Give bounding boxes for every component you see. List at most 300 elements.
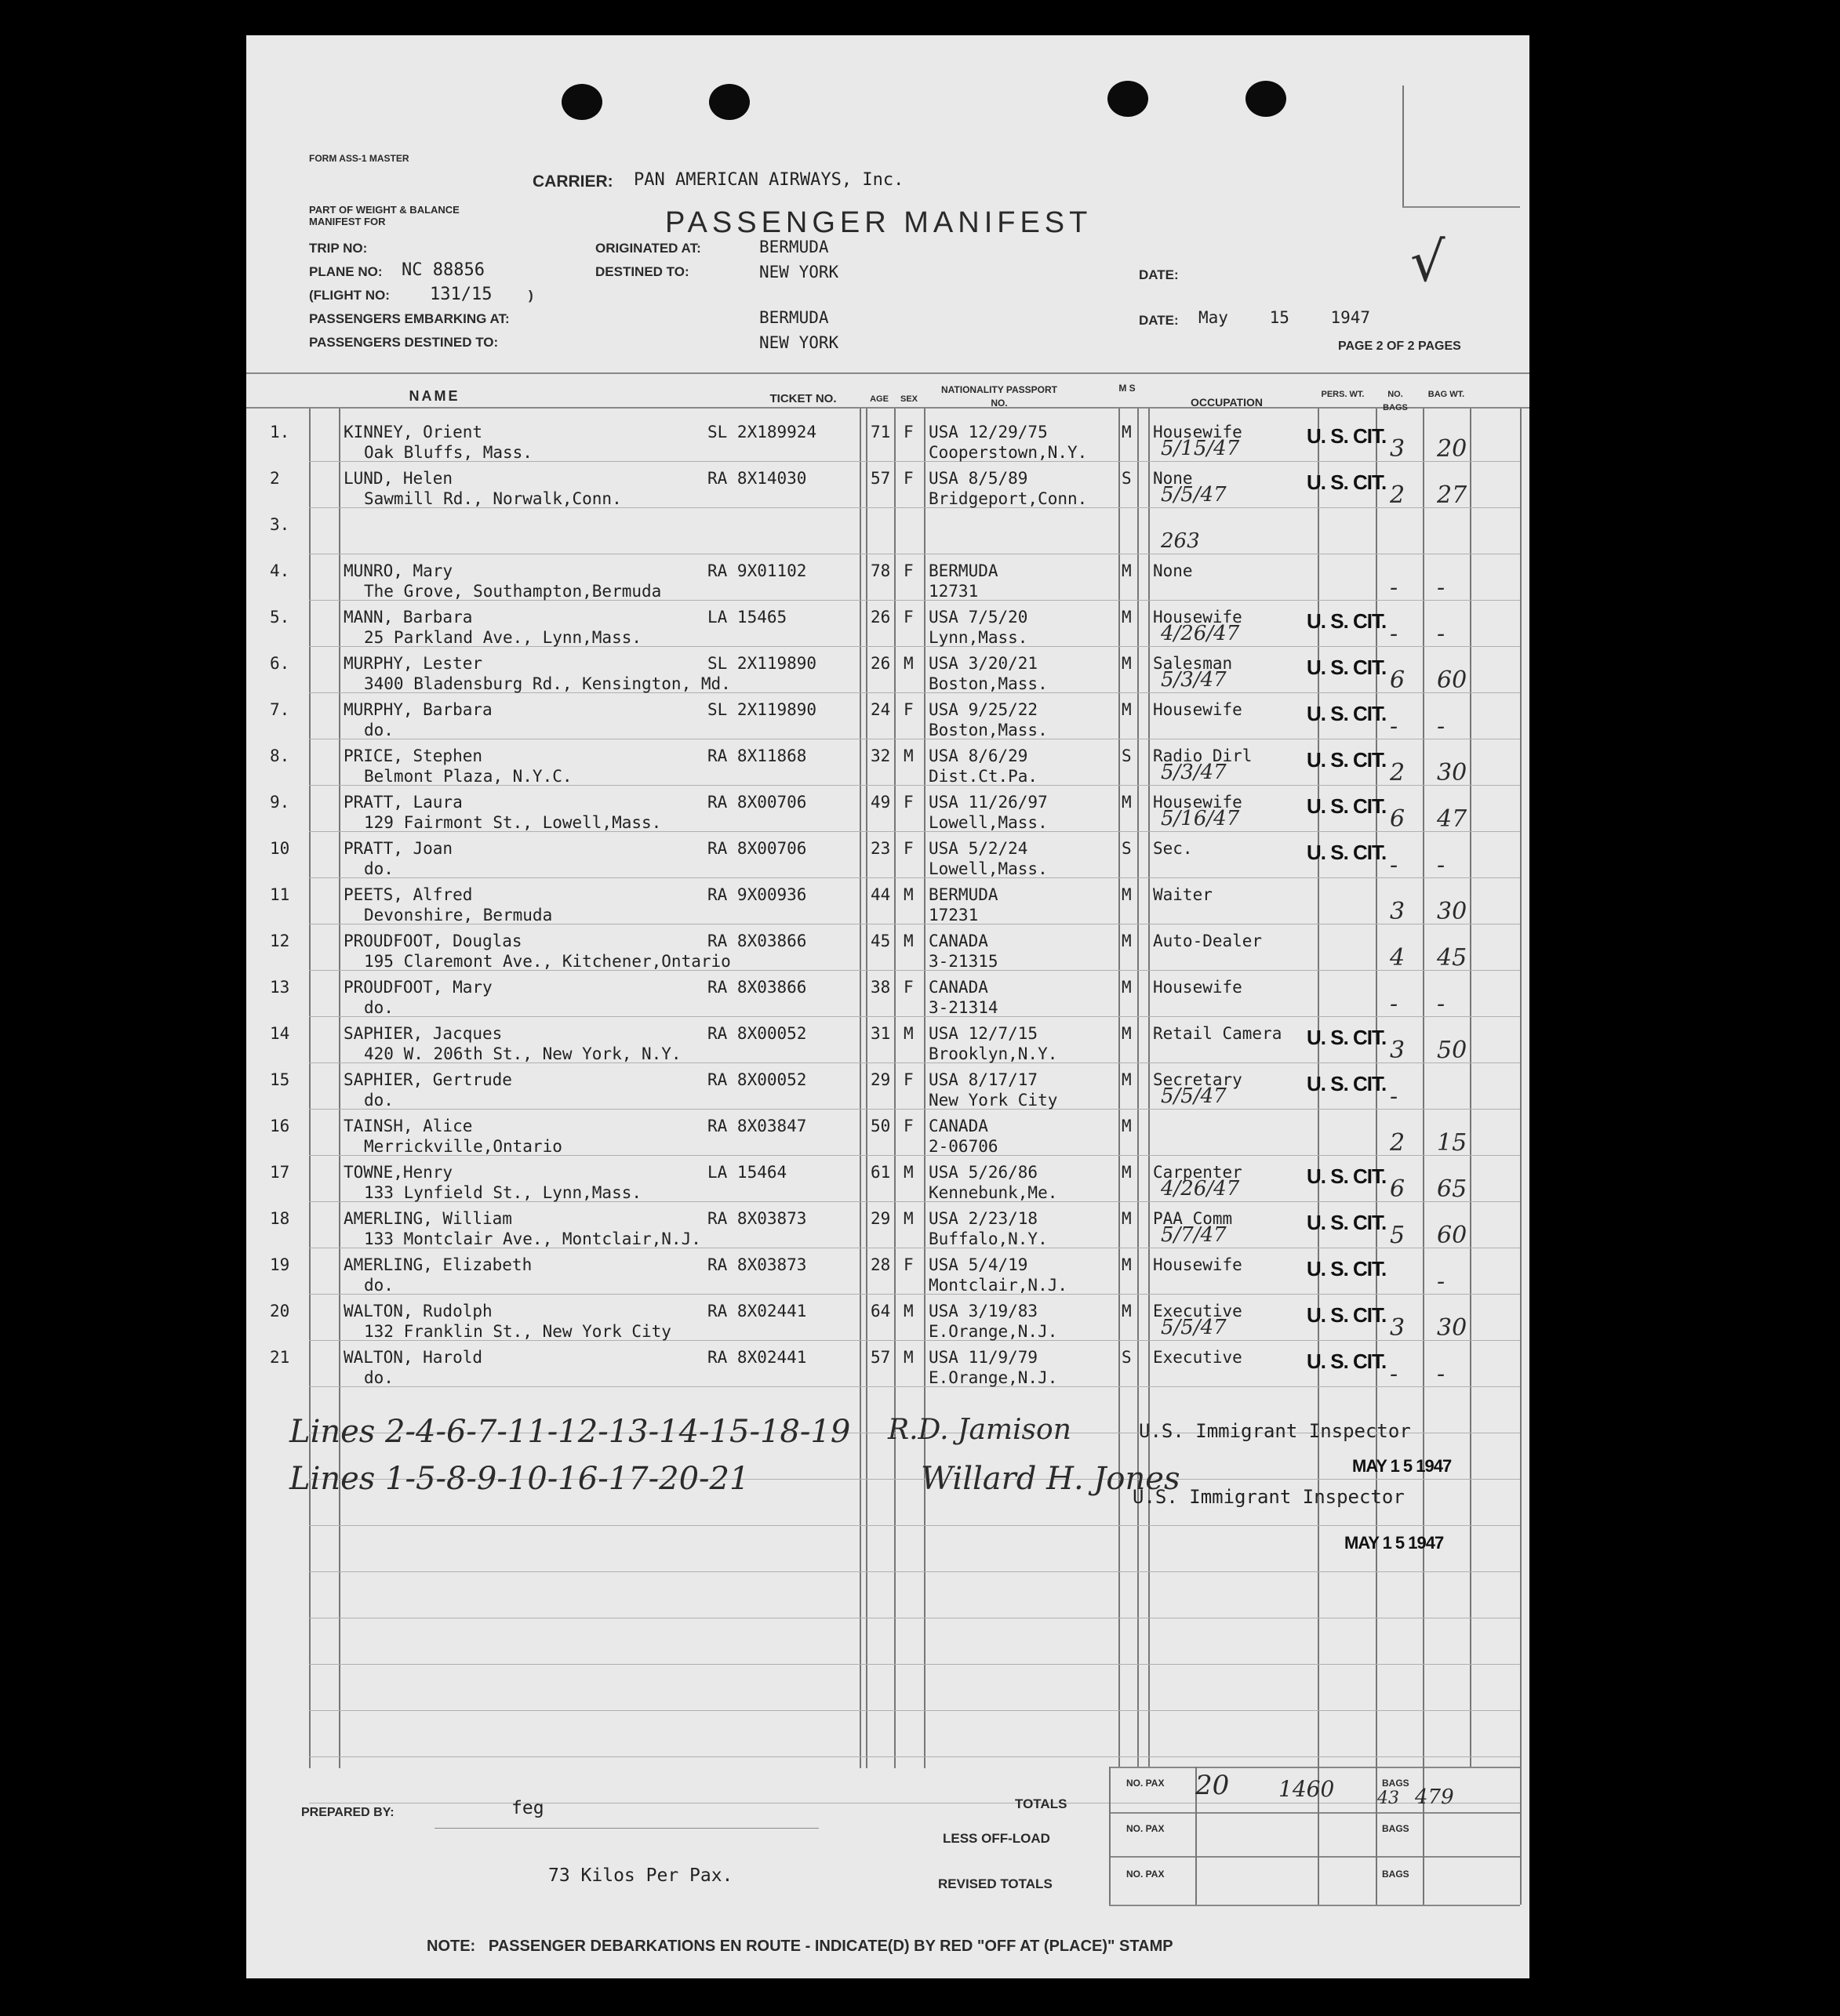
table-header-rule (246, 407, 1529, 409)
nationality: USA 11/9/79 (929, 1348, 1038, 1367)
col-bag-wt: BAG WT. (1427, 390, 1465, 399)
col-ms: M S (1118, 383, 1136, 394)
col-sex: SEX (900, 394, 918, 404)
passenger-sex: M (904, 885, 914, 904)
flight-value: 131/15 (430, 285, 493, 304)
date-label: DATE: (1139, 267, 1179, 282)
passenger-age: 29 (871, 1209, 891, 1228)
marital-status: M (1122, 700, 1132, 719)
totals-box-rule (1376, 1767, 1377, 1905)
table-row-rule (309, 1803, 1520, 1804)
handwritten-note: 5/5/47 (1161, 483, 1227, 507)
date2-value: May 15 1947 (1198, 308, 1371, 327)
occupation: Housewife (1153, 978, 1242, 997)
passenger-name: MURPHY, Lester (344, 654, 483, 673)
marital-status: M (1122, 1024, 1132, 1043)
table-row-rule (309, 1571, 1520, 1572)
passenger-address: 132 Franklin St., New York City (364, 1322, 671, 1341)
ticket-number: RA 8X03866 (707, 932, 807, 950)
ticket-number: LA 15465 (707, 608, 787, 627)
bag-count: - (1390, 713, 1398, 740)
passenger-name: PRATT, Joan (344, 839, 453, 858)
ticket-number: RA 8X11868 (707, 746, 807, 765)
originated-label: ORIGINATED AT: (595, 241, 701, 256)
table-column-rule (1148, 407, 1150, 1768)
citizen-stamp: U. S. CIT. (1307, 841, 1387, 864)
inspector-title-2: U.S. Immigrant Inspector (1133, 1486, 1405, 1508)
occupation: Waiter (1153, 885, 1213, 904)
date-stamp-2: MAY 1 5 1947 (1344, 1533, 1444, 1553)
ticket-number: RA 9X01102 (707, 561, 807, 580)
passport-place: 3-21315 (929, 952, 998, 971)
occupation: None (1153, 561, 1193, 580)
row-number: 6. (270, 654, 290, 673)
passenger-address: 420 W. 206th St., New York, N.Y. (364, 1044, 682, 1063)
passenger-address: The Grove, Southampton,Bermuda (364, 582, 662, 601)
marital-status: M (1122, 1255, 1132, 1274)
nationality: BERMUDA (929, 885, 998, 904)
table-row-rule (309, 1016, 1520, 1017)
nationality: CANADA (929, 1117, 988, 1135)
passenger-name: MANN, Barbara (344, 608, 473, 627)
handwritten-note: 5/15/47 (1161, 437, 1240, 460)
passenger-address: 129 Fairmont St., Lowell,Mass. (364, 813, 662, 832)
ticket-number: RA 8X00706 (707, 839, 807, 858)
bag-count: 4 (1390, 944, 1405, 972)
bag-count: 3 (1390, 435, 1405, 463)
total-pax: 20 (1195, 1770, 1230, 1801)
passenger-name: SAPHIER, Jacques (344, 1024, 503, 1043)
marital-status: S (1122, 469, 1132, 488)
passenger-name: TOWNE,Henry (344, 1163, 453, 1182)
nationality: USA 9/25/22 (929, 700, 1038, 719)
kilos-note: 73 Kilos Per Pax. (548, 1865, 733, 1886)
passport-place: Brooklyn,N.Y. (929, 1044, 1058, 1063)
row-number: 2 (270, 469, 280, 488)
handwritten-note: 5/3/47 (1161, 761, 1227, 784)
passenger-address: 3400 Bladensburg Rd., Kensington, Md. (364, 674, 731, 693)
row-number: 16 (270, 1117, 290, 1135)
table-column-rule (1470, 407, 1471, 1768)
no-pax-label: NO. PAX (1126, 1778, 1165, 1789)
bags-label: BAGS (1382, 1823, 1409, 1834)
bag-weight: 50 (1437, 1037, 1467, 1064)
passenger-address: do. (364, 1368, 394, 1387)
table-column-rule (860, 407, 861, 1768)
bag-weight: - (1437, 1268, 1445, 1295)
handwritten-note: 5/3/47 (1161, 668, 1227, 692)
passenger-age: 26 (871, 608, 891, 627)
ticket-number: RA 8X03847 (707, 1117, 807, 1135)
form-number: FORM ASS-1 MASTER (309, 153, 409, 164)
passenger-age: 31 (871, 1024, 891, 1043)
bag-count: 6 (1390, 667, 1405, 694)
passenger-age: 38 (871, 978, 891, 997)
bag-count: 5 (1390, 1222, 1405, 1249)
citizen-stamp: U. S. CIT. (1307, 748, 1387, 772)
passenger-address: Belmont Plaza, N.Y.C. (364, 767, 573, 786)
passenger-name: KINNEY, Orient (344, 423, 483, 441)
passenger-address: do. (364, 1276, 394, 1295)
prepared-value: feg (511, 1798, 544, 1818)
passenger-address: Merrickville,Ontario (364, 1137, 562, 1156)
passenger-name: PROUDFOOT, Douglas (344, 932, 522, 950)
page-number: PAGE 2 OF 2 PAGES (1338, 340, 1461, 353)
citizen-stamp: U. S. CIT. (1307, 1164, 1387, 1188)
occupation: Auto-Dealer (1153, 932, 1263, 950)
originated-value: BERMUDA (759, 238, 829, 256)
bag-weight: - (1437, 1360, 1445, 1388)
nationality: BERMUDA (929, 561, 998, 580)
passenger-name: WALTON, Rudolph (344, 1302, 493, 1320)
destined-label: DESTINED TO: (595, 264, 689, 279)
passport-place: 3-21314 (929, 998, 998, 1017)
page-title: PASSENGER MANIFEST (665, 206, 1093, 239)
nationality: CANADA (929, 932, 988, 950)
col-pers-wt: PERS. WT. (1321, 390, 1365, 399)
ticket-number: RA 8X03873 (707, 1209, 807, 1228)
passenger-sex: F (904, 793, 914, 812)
bag-count: - (1390, 990, 1398, 1018)
carrier-label: CARRIER: (533, 173, 613, 191)
bag-count: - (1390, 574, 1398, 601)
carrier-value: PAN AMERICAN AIRWAYS, Inc. (634, 170, 904, 190)
passenger-age: 61 (871, 1163, 891, 1182)
passenger-sex: M (904, 746, 914, 765)
passport-place: Buffalo,N.Y. (929, 1230, 1048, 1248)
date-stamp-1: MAY 1 5 1947 (1352, 1456, 1452, 1476)
occupation: None (1153, 469, 1193, 488)
occupation: Housewife (1153, 608, 1242, 627)
row-number: 5. (270, 608, 290, 627)
passenger-sex: M (904, 1302, 914, 1320)
passenger-name: PRATT, Laura (344, 793, 463, 812)
passport-place: Montclair,N.J. (929, 1276, 1068, 1295)
nationality: USA 12/7/15 (929, 1024, 1038, 1043)
passenger-sex: M (904, 1348, 914, 1367)
row-number: 15 (270, 1070, 290, 1089)
table-row-rule (309, 1756, 1520, 1757)
passenger-age: 57 (871, 469, 891, 488)
occupation: Housewife (1153, 793, 1242, 812)
passenger-sex: M (904, 932, 914, 950)
table-row-rule (309, 1525, 1520, 1526)
flight-close: ) (529, 288, 533, 303)
passport-place: Boston,Mass. (929, 674, 1048, 693)
totals-box-rule (1109, 1856, 1520, 1858)
occupation: Housewife (1153, 423, 1242, 441)
table-row-rule (309, 1664, 1520, 1665)
passenger-name: PEETS, Alfred (344, 885, 473, 904)
passenger-age: 23 (871, 839, 891, 858)
citizen-stamp: U. S. CIT. (1307, 1349, 1387, 1373)
row-number: 13 (270, 978, 290, 997)
check-mark: √ (1410, 230, 1445, 294)
table-row-rule (309, 1294, 1520, 1295)
passenger-sex: F (904, 978, 914, 997)
inspector-title-1: U.S. Immigrant Inspector (1139, 1420, 1411, 1442)
passenger-sex: F (904, 1117, 914, 1135)
marital-status: M (1122, 885, 1132, 904)
passenger-name: TAINSH, Alice (344, 1117, 473, 1135)
passenger-age: 71 (871, 423, 891, 441)
plane-label: PLANE NO: (309, 264, 383, 279)
col-name: NAME (409, 388, 460, 404)
nationality: USA 2/23/18 (929, 1209, 1038, 1228)
flight-label: (FLIGHT NO: (309, 288, 390, 303)
passenger-sex: F (904, 839, 914, 858)
ticket-number: RA 8X14030 (707, 469, 807, 488)
bag-count: 2 (1390, 481, 1405, 509)
inspector-signature-1: R.D. Jamison (888, 1414, 1071, 1446)
ticket-number: LA 15464 (707, 1163, 787, 1182)
marital-status: M (1122, 1163, 1132, 1182)
plane-value: NC 88856 (402, 260, 485, 280)
bag-weight: - (1437, 852, 1445, 879)
ticket-number: RA 8X02441 (707, 1348, 807, 1367)
passenger-age: 45 (871, 932, 891, 950)
passenger-name: MUNRO, Mary (344, 561, 453, 580)
citizen-stamp: U. S. CIT. (1307, 656, 1387, 679)
occupation: Executive (1153, 1302, 1242, 1320)
marital-status: M (1122, 1070, 1132, 1089)
passport-place: Bridgeport,Conn. (929, 489, 1088, 508)
passenger-address: 133 Montclair Ave., Montclair,N.J. (364, 1230, 701, 1248)
col-ticket: TICKET NO. (769, 392, 837, 405)
row-number: 3. (270, 515, 290, 534)
passenger-sex: M (904, 654, 914, 673)
dest-label: PASSENGERS DESTINED TO: (309, 335, 499, 350)
marital-status: M (1122, 1209, 1132, 1228)
passenger-sex: F (904, 1070, 914, 1089)
table-column-rule (1423, 407, 1424, 1768)
table-row-rule (309, 1386, 1520, 1387)
passenger-age: 57 (871, 1348, 891, 1367)
passenger-address: do. (364, 1091, 394, 1110)
bag-count: - (1390, 852, 1398, 879)
passenger-address: do. (364, 721, 394, 739)
occupation: PAA Comm (1153, 1209, 1233, 1228)
marital-status: M (1122, 561, 1132, 580)
occupation: Salesman (1153, 654, 1233, 673)
ticket-number: SL 2X119890 (707, 654, 817, 673)
marital-status: S (1122, 1348, 1132, 1367)
date2-label: DATE: (1139, 313, 1179, 328)
passenger-age: 29 (871, 1070, 891, 1089)
bag-weight: 65 (1437, 1175, 1467, 1203)
nationality: USA 5/26/86 (929, 1163, 1038, 1182)
bag-count: 2 (1390, 759, 1405, 786)
no-pax-label: NO. PAX (1126, 1869, 1165, 1880)
bags-label: BAGS (1382, 1778, 1409, 1789)
citizen-stamp: U. S. CIT. (1307, 1026, 1387, 1049)
bag-count: 6 (1390, 1175, 1405, 1203)
table-column-rule (339, 407, 340, 1768)
nationality: USA 7/5/20 (929, 608, 1028, 627)
passenger-age: 64 (871, 1302, 891, 1320)
occupation: Housewife (1153, 700, 1242, 719)
ticket-number: RA 8X00052 (707, 1070, 807, 1089)
row-number: 7. (270, 700, 290, 719)
passenger-name: WALTON, Harold (344, 1348, 483, 1367)
ticket-number: RA 8X00052 (707, 1024, 807, 1043)
bag-count: 3 (1390, 1037, 1405, 1064)
citizen-stamp: U. S. CIT. (1307, 470, 1387, 494)
handwritten-note: 263 (1161, 529, 1200, 553)
occupation: Sec. (1153, 839, 1193, 858)
bag-weight: - (1437, 620, 1445, 648)
ticket-number: SL 2X119890 (707, 700, 817, 719)
marital-status: M (1122, 654, 1132, 673)
passenger-name: PRICE, Stephen (344, 746, 483, 765)
bag-count: - (1390, 1360, 1398, 1388)
row-number: 10 (270, 839, 290, 858)
table-column-rule (309, 407, 311, 1768)
col-no-bags: NO. BAGS (1383, 390, 1408, 412)
citizen-stamp: U. S. CIT. (1307, 1257, 1387, 1280)
note-footer: NOTE: PASSENGER DEBARKATIONS EN ROUTE - INDICATE(D) BY RED "OFF AT (PLACE)" STAMP (427, 1938, 1173, 1955)
table-column-rule (894, 407, 896, 1768)
passenger-address: do. (364, 859, 394, 878)
bag-count: - (1390, 1083, 1398, 1110)
row-number: 20 (270, 1302, 290, 1320)
bags-label: BAGS (1382, 1869, 1409, 1880)
passenger-age: 24 (871, 700, 891, 719)
nationality: USA 5/4/19 (929, 1255, 1028, 1274)
occupation: Radio Dirl (1153, 746, 1253, 765)
destined-value: NEW YORK (759, 263, 839, 282)
occupation: Housewife (1153, 1255, 1242, 1274)
occupation: Secretary (1153, 1070, 1242, 1089)
nationality: USA 8/5/89 (929, 469, 1028, 488)
passenger-address: 25 Parkland Ave., Lynn,Mass. (364, 628, 642, 647)
citizen-stamp: U. S. CIT. (1307, 1303, 1387, 1327)
passenger-age: 26 (871, 654, 891, 673)
passport-place: Dist.Ct.Pa. (929, 767, 1038, 786)
row-number: 18 (270, 1209, 290, 1228)
bag-weight: 15 (1437, 1129, 1467, 1157)
handwritten-note: 4/26/47 (1161, 1177, 1240, 1201)
marital-status: M (1122, 932, 1132, 950)
embark-label: PASSENGERS EMBARKING AT: (309, 311, 510, 326)
marital-status: S (1122, 746, 1132, 765)
marital-status: M (1122, 978, 1132, 997)
table-column-rule (1520, 407, 1522, 1768)
inspection-line-2: Lines 1-5-8-9-10-16-17-20-21 (289, 1461, 750, 1497)
table-column-rule (1118, 407, 1120, 1768)
ticket-number: SL 2X189924 (707, 423, 817, 441)
nationality: CANADA (929, 978, 988, 997)
passport-place: E.Orange,N.J. (929, 1322, 1058, 1341)
ticket-number: RA 8X00706 (707, 793, 807, 812)
bag-count: 3 (1390, 1314, 1405, 1342)
total-weight: 1460 (1278, 1776, 1335, 1802)
passenger-sex: M (904, 1163, 914, 1182)
nationality: USA 11/26/97 (929, 793, 1048, 812)
passport-place: 12731 (929, 582, 979, 601)
passenger-sex: F (904, 423, 914, 441)
passport-place: Lowell,Mass. (929, 813, 1048, 832)
passenger-sex: F (904, 561, 914, 580)
ticket-number: RA 8X03866 (707, 978, 807, 997)
totals-label: TOTALS (1015, 1796, 1067, 1811)
bag-weight: 30 (1437, 759, 1467, 786)
no-pax-label: NO. PAX (1126, 1823, 1165, 1834)
passport-place: 17231 (929, 906, 979, 924)
handwritten-note: 5/16/47 (1161, 807, 1240, 830)
passenger-address: 133 Lynfield St., Lynn,Mass. (364, 1183, 642, 1202)
bag-count: - (1390, 620, 1398, 648)
passenger-name: MURPHY, Barbara (344, 700, 493, 719)
passenger-address: Sawmill Rd., Norwalk,Conn. (364, 489, 622, 508)
totals-box-rule (1109, 1905, 1520, 1906)
revised-totals-label: REVISED TOTALS (938, 1876, 1053, 1891)
row-number: 17 (270, 1163, 290, 1182)
passenger-address: Oak Bluffs, Mass. (364, 443, 533, 462)
table-row-rule (309, 877, 1520, 878)
row-number: 4. (270, 561, 290, 580)
citizen-stamp: U. S. CIT. (1307, 609, 1387, 633)
prepared-line (435, 1828, 819, 1829)
handwritten-note: 5/5/47 (1161, 1084, 1227, 1108)
nationality: USA 8/17/17 (929, 1070, 1038, 1089)
totals-box-rule (1109, 1812, 1520, 1814)
passenger-age: 49 (871, 793, 891, 812)
bag-count: 3 (1390, 898, 1405, 925)
passenger-name: AMERLING, Elizabeth (344, 1255, 533, 1274)
passport-place: Boston,Mass. (929, 721, 1048, 739)
passenger-sex: F (904, 608, 914, 627)
passport-place: Lowell,Mass. (929, 859, 1048, 878)
table-column-rule (924, 407, 925, 1768)
prepared-label: PREPARED BY: (301, 1806, 395, 1819)
nationality: USA 12/29/75 (929, 423, 1048, 441)
row-number: 14 (270, 1024, 290, 1043)
totals-box-rule (1520, 1767, 1522, 1905)
bag-weight: 27 (1437, 481, 1467, 509)
bag-count: 2 (1390, 1129, 1405, 1157)
occupation: Executive (1153, 1348, 1242, 1367)
handwritten-note: 4/26/47 (1161, 622, 1240, 645)
part-of-label: PART OF WEIGHT & BALANCE MANIFEST FOR (309, 204, 460, 227)
passenger-age: 28 (871, 1255, 891, 1274)
passenger-sex: F (904, 469, 914, 488)
marital-status: M (1122, 423, 1132, 441)
bag-weight: - (1437, 713, 1445, 740)
totals-box-rule (1109, 1767, 1111, 1905)
manifest-sheet (246, 35, 1529, 1978)
passport-place: Kennebunk,Me. (929, 1183, 1058, 1202)
citizen-stamp: U. S. CIT. (1307, 794, 1387, 818)
passenger-name: LUND, Helen (344, 469, 453, 488)
passenger-age: 44 (871, 885, 891, 904)
bag-weight: - (1437, 990, 1445, 1018)
passport-place: Cooperstown,N.Y. (929, 443, 1088, 462)
nationality: USA 3/20/21 (929, 654, 1038, 673)
occupation: Carpenter (1153, 1163, 1242, 1182)
passenger-age: 32 (871, 746, 891, 765)
citizen-stamp: U. S. CIT. (1307, 424, 1387, 448)
bag-weight: 60 (1437, 1222, 1467, 1249)
citizen-stamp: U. S. CIT. (1307, 1211, 1387, 1234)
marital-status: M (1122, 1117, 1132, 1135)
passport-place: E.Orange,N.J. (929, 1368, 1058, 1387)
marital-status: M (1122, 608, 1132, 627)
passport-place: Lynn,Mass. (929, 628, 1028, 647)
bag-weight: 47 (1437, 805, 1467, 833)
passenger-age: 78 (871, 561, 891, 580)
nationality: USA 8/6/29 (929, 746, 1028, 765)
